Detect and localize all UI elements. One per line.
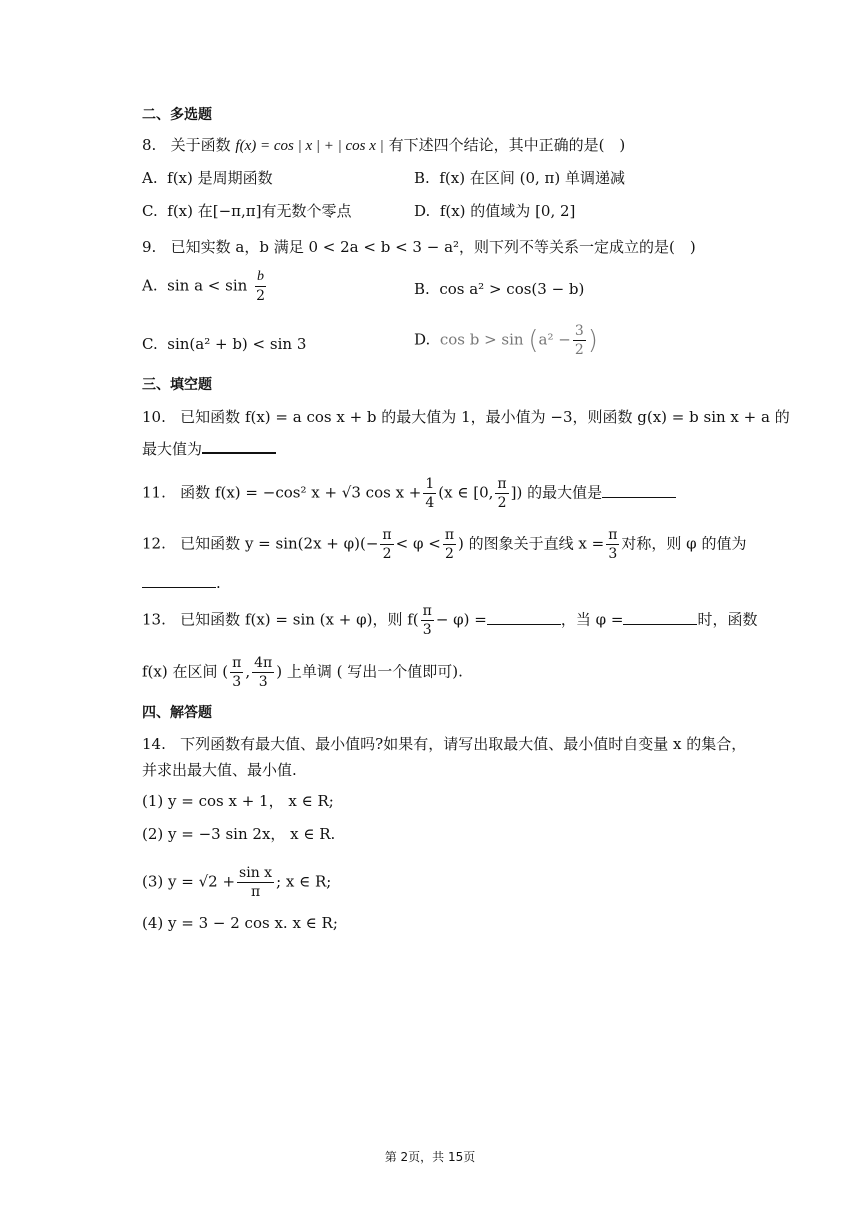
question-14-part-2: (2) y = −3 sin 2x， x ∈ R.: [142, 825, 336, 843]
formula: (3) y = √2 +: [142, 872, 236, 891]
formula: < φ <: [395, 534, 441, 553]
numerator: π: [497, 476, 507, 492]
denominator: π: [250, 884, 261, 900]
q9-option-d: [414, 324, 598, 357]
comma: ,: [245, 662, 251, 681]
q8-option-d: [414, 200, 575, 222]
answer-blank[interactable]: [142, 573, 216, 588]
question-stem: ]) 的最大值是: [510, 483, 603, 502]
question-stem-pre: 关于函数: [170, 136, 231, 154]
question-10: [142, 406, 790, 428]
option-text: f(x) 在[−π,π]有无数个零点: [167, 202, 352, 220]
question-14: [142, 733, 746, 755]
question-number: 10.: [142, 408, 166, 426]
question-stem: 下列函数有最大值、最小值吗?如果有，请写出取最大值、最小值时自变量 x 的集合，: [180, 735, 747, 753]
option-label: D.: [414, 330, 431, 349]
q9-option-c: [142, 333, 306, 355]
fraction: [495, 477, 508, 510]
question-13: [142, 604, 758, 637]
denominator: 2: [497, 495, 507, 511]
question-stem: 对称，则 φ 的值为: [621, 534, 747, 553]
formula: 已知函数 f(x) = sin (x + φ)，则 f(: [180, 610, 419, 629]
formula: (x ∈ [0,: [438, 483, 494, 502]
q8-option-c: [142, 200, 352, 222]
question-13-line2: [142, 656, 463, 689]
fraction: [423, 477, 436, 510]
numerator: 4π: [254, 655, 273, 671]
formula: − φ) =: [435, 610, 487, 629]
option-text: cos b > sin: [439, 330, 524, 349]
option-label: A.: [142, 169, 158, 187]
question-14-part-3: [142, 866, 331, 899]
fraction: [606, 528, 619, 561]
numerator: sin x: [239, 865, 273, 881]
question-number: 13.: [142, 610, 166, 629]
question-11: [142, 477, 676, 510]
fraction: [237, 866, 274, 899]
numerator: π: [232, 655, 242, 671]
option-text: f(x) 的值域为 [0, 2]: [439, 202, 576, 220]
option-text: a² −: [538, 330, 571, 349]
q8-option-b: [414, 167, 625, 189]
fraction: [254, 270, 267, 303]
option-text: f(x) 是周期函数: [167, 169, 273, 187]
q9-option-b: [414, 278, 584, 300]
numerator: 3: [574, 323, 584, 339]
question-14-part-1: (1) y = cos x + 1， x ∈ R;: [142, 792, 334, 810]
fraction: [380, 528, 393, 561]
denominator: 2: [382, 546, 392, 562]
paren-open: (: [528, 325, 539, 356]
question-stem-post: 有下述四个结论，其中正确的是( ): [388, 136, 626, 154]
answer-blank[interactable]: [202, 438, 276, 454]
fraction: [421, 604, 434, 637]
question-8: [142, 134, 625, 157]
numerator: π: [608, 527, 618, 543]
answer-blank[interactable]: [602, 483, 676, 498]
answer-blank-2[interactable]: [623, 610, 697, 625]
option-label: B.: [414, 169, 430, 187]
section-title-solution: 四、解答题: [142, 705, 212, 721]
denominator: 3: [422, 622, 432, 638]
fraction: [252, 656, 274, 689]
option-text: sin(a² + b) < sin 3: [167, 335, 307, 353]
question-14-part-4: (4) y = 3 − 2 cos x. x ∈ R;: [142, 914, 338, 932]
denominator: 4: [425, 495, 435, 511]
denominator: 3: [258, 674, 268, 690]
option-label: A.: [142, 276, 158, 295]
q9-option-a: [142, 270, 269, 303]
period: .: [216, 574, 221, 592]
question-number: 12.: [142, 534, 166, 553]
question-14-line2: 并求出最大值、最小值.: [142, 761, 297, 779]
page-footer: 第 2页，共 15页: [384, 1150, 476, 1164]
paren-close: ): [587, 325, 598, 356]
denominator: 2: [256, 288, 265, 304]
formula: f(x) = cos | x | + | cos x |: [235, 138, 384, 154]
denominator: 3: [232, 674, 242, 690]
option-text: cos a² > cos(3 − b): [439, 280, 585, 298]
question-number: 14.: [142, 735, 166, 753]
fraction: [230, 656, 243, 689]
question-number: 9.: [142, 238, 157, 256]
option-label: C.: [142, 202, 158, 220]
option-label: C.: [142, 335, 158, 353]
formula: 函数 f(x) = −cos² x + √3 cos x +: [180, 483, 422, 502]
question-12: [142, 528, 746, 561]
formula: ，当 φ =: [560, 610, 624, 629]
q8-option-a: [142, 167, 273, 189]
question-stem: ) 上单调 ( 写出一个值即可).: [276, 662, 463, 681]
question-stem: 最大值为: [142, 440, 203, 458]
formula: f(x) 在区间 (: [142, 662, 229, 681]
question-stem: 已知函数 f(x) = a cos x + b 的最大值为 1，最小值为 −3，则函数 g(x) = b sin x + a 的: [180, 408, 790, 426]
denominator: 2: [444, 546, 454, 562]
formula: ; x ∈ R;: [276, 872, 332, 891]
option-label: D.: [414, 202, 431, 220]
numerator: π: [422, 603, 432, 619]
numerator: b: [255, 270, 266, 287]
numerator: π: [444, 527, 455, 543]
question-9: [142, 236, 696, 258]
denominator: 3: [608, 546, 618, 562]
answer-blank-1[interactable]: [487, 610, 561, 625]
option-label: B.: [414, 280, 430, 298]
numerator: 1: [425, 476, 435, 492]
question-10-line2: [142, 438, 276, 460]
question-stem: 已知实数 a，b 满足 0 < 2a < b < 3 − a²，则下列不等关系一定成立的是( ): [170, 238, 696, 256]
numerator: π: [382, 527, 392, 543]
fraction: [443, 528, 456, 561]
question-12-line2: [142, 572, 221, 594]
question-stem: 时，函数: [697, 610, 758, 629]
question-number: 11.: [142, 483, 166, 502]
formula: 已知函数 y = sin(2x + φ)(−: [180, 534, 379, 553]
denominator: 2: [574, 342, 584, 358]
question-number: 8.: [142, 136, 157, 154]
option-text: sin a < sin: [167, 276, 248, 295]
formula: ) 的图象关于直线 x =: [458, 534, 605, 553]
option-text: f(x) 在区间 (0, π) 单调递减: [439, 169, 626, 187]
section-title-multiple-choice: 二、多选题: [142, 107, 212, 123]
section-title-fill-in: 三、填空题: [142, 377, 212, 393]
fraction: [573, 324, 586, 357]
